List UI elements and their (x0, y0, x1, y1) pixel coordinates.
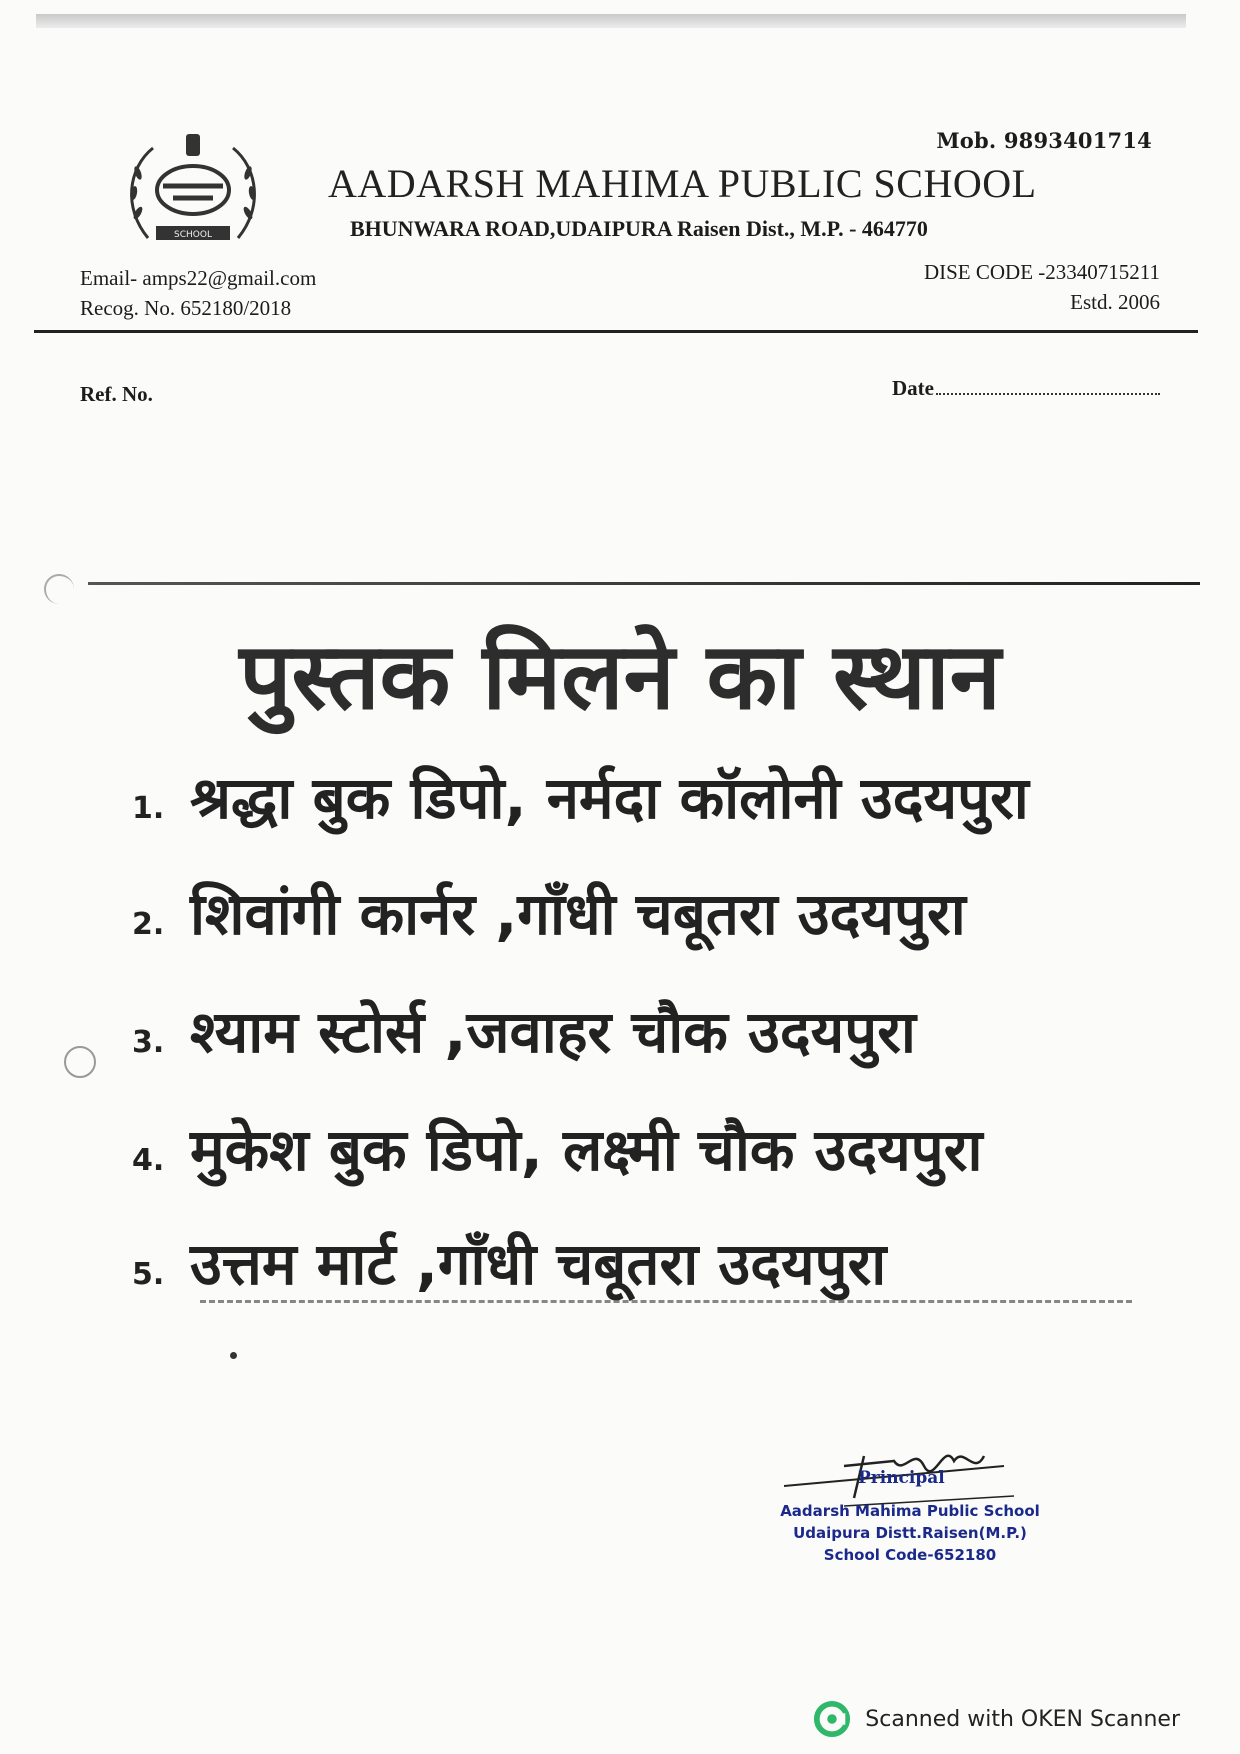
oken-scanner-icon (813, 1700, 851, 1738)
list-item (132, 990, 916, 1069)
list-item (132, 1222, 886, 1301)
list-item-number: 2. (132, 907, 165, 942)
emblem-text: SCHOOL (174, 230, 212, 240)
date-field (892, 376, 1160, 401)
list-item (132, 1108, 983, 1187)
list-item-number: 1. (132, 791, 165, 826)
school-name: AADARSH MAHIMA PUBLIC SCHOOL (328, 161, 1037, 206)
list-item (132, 756, 1029, 835)
school-stamp (760, 1500, 1060, 1566)
list-item (132, 872, 966, 951)
scan-top-edge (36, 14, 1186, 28)
recognition-number: Recog. No. 652180/2018 (80, 296, 292, 320)
date-dotted-line (936, 393, 1160, 395)
mobile-number: Mob. 9893401714 (936, 128, 1152, 153)
punch-hole-mark (64, 1046, 96, 1078)
list-item-number: 4. (132, 1143, 165, 1178)
notice-divider (88, 582, 1200, 585)
notice-heading: पुस्तक मिलने का स्थान (239, 623, 1001, 730)
dashed-underline (200, 1300, 1132, 1303)
scanner-text: Scanned with OKEN Scanner (865, 1706, 1180, 1732)
established-year: Estd. 2006 (1070, 290, 1160, 314)
list-item-text: मुकेश बुक डिपो, लक्ष्मी चौक उदयपुरा (190, 1116, 983, 1184)
list-item-text: श्रद्धा बुक डिपो, नर्मदा कॉलोनी उदयपुरा (190, 764, 1029, 832)
scan-speck (230, 1352, 237, 1359)
stamp-line: Aadarsh Mahima Public School (780, 1502, 1040, 1520)
scanner-watermark (813, 1700, 1180, 1738)
principal-label: Principal (858, 1468, 945, 1488)
list-item-number: 3. (132, 1025, 165, 1060)
list-item-text: शिवांगी कार्नर ,गाँधी चबूतरा उदयपुरा (190, 880, 966, 948)
school-address: BHUNWARA ROAD,UDAIPURA Raisen Dist., M.P. - 464770 (350, 216, 928, 241)
list-item-text: श्याम स्टोर्स ,जवाहर चौक उदयपुरा (190, 998, 916, 1066)
school-emblem-icon (118, 128, 268, 258)
list-item-number: 5. (132, 1257, 165, 1292)
stamp-line: Udaipura Distt.Raisen(M.P.) (793, 1524, 1027, 1542)
date-label: Date (892, 376, 934, 400)
dise-code: DISE CODE -23340715211 (923, 260, 1160, 284)
school-email: Email- amps22@gmail.com (80, 266, 317, 290)
ref-no-label: Ref. No. (80, 382, 153, 406)
stamp-line: School Code-652180 (823, 1546, 997, 1564)
punch-hole-mark (44, 574, 74, 604)
list-item-text: उत्तम मार्ट ,गाँधी चबूतरा उदयपुरा (190, 1230, 887, 1298)
header-divider (34, 330, 1198, 333)
